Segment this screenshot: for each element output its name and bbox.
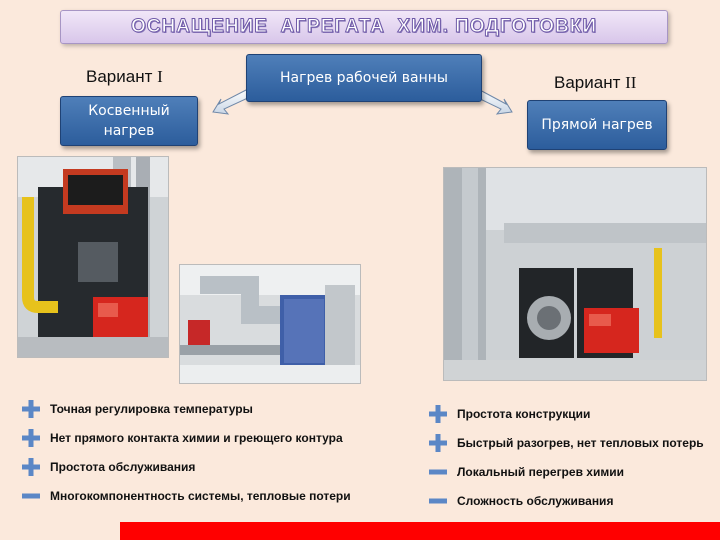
list-item-text: Быстрый разогрев, нет тепловых потерь xyxy=(457,435,704,450)
variant-left-text: Вариант xyxy=(86,67,153,86)
list-item-text: Локальный перегрев химии xyxy=(457,464,624,479)
list-item-text: Точная регулировка температуры xyxy=(50,401,253,416)
photo-heat-exchanger xyxy=(179,264,361,384)
minus-icon xyxy=(427,461,449,483)
direct-pros-cons-list xyxy=(427,399,704,515)
arrow-left-icon xyxy=(213,89,250,114)
plus-icon xyxy=(427,432,449,454)
direct-list-item xyxy=(427,428,704,457)
list-item-text: Нет прямого контакта химии и греющего контура xyxy=(50,430,343,445)
direct-list-item xyxy=(427,399,704,428)
heat-exchanger-image xyxy=(180,265,360,383)
list-item-text: Многокомпонентность системы, тепловые потери xyxy=(50,488,351,503)
list-item-text: Сложность обслуживания xyxy=(457,493,614,508)
heating-box xyxy=(246,54,482,102)
variant-left-numeral: I xyxy=(157,67,163,86)
list-item-text: Простота обслуживания xyxy=(50,459,196,474)
indirect-heating-box xyxy=(60,96,198,146)
plus-icon xyxy=(427,403,449,425)
variant-right-text: Вариант xyxy=(554,73,621,92)
direct-list-item xyxy=(427,486,704,515)
plus-icon xyxy=(20,456,42,478)
heating-label: Нагрев рабочей ванны xyxy=(280,70,448,86)
photo-direct-heating xyxy=(443,167,707,381)
page-title: ОСНАЩЕНИЕ АГРЕГАТА ХИМ. ПОДГОТОВКИ xyxy=(130,16,598,37)
indirect-list-item xyxy=(20,452,351,481)
plus-icon xyxy=(20,398,42,420)
bottom-accent-bar xyxy=(120,522,720,540)
direct-heating-box xyxy=(527,100,667,150)
boiler-burner-image xyxy=(18,157,168,357)
minus-icon xyxy=(20,485,42,507)
plus-icon xyxy=(20,427,42,449)
indirect-list-item xyxy=(20,394,351,423)
direct-heating-image xyxy=(444,168,706,380)
indirect-pros-cons-list xyxy=(20,394,351,510)
minus-icon xyxy=(427,490,449,512)
list-item-text: Простота конструкции xyxy=(457,406,591,421)
indirect-list-item xyxy=(20,481,351,510)
variant-left-label xyxy=(86,67,163,87)
direct-heating-label: Прямой нагрев xyxy=(541,117,653,133)
photo-indirect-boiler xyxy=(17,156,169,358)
variant-right-label xyxy=(554,73,636,93)
indirect-list-item xyxy=(20,423,351,452)
indirect-heating-label: Косвенный нагрев xyxy=(88,103,170,139)
variant-right-numeral: II xyxy=(625,73,637,92)
direct-list-item xyxy=(427,457,704,486)
